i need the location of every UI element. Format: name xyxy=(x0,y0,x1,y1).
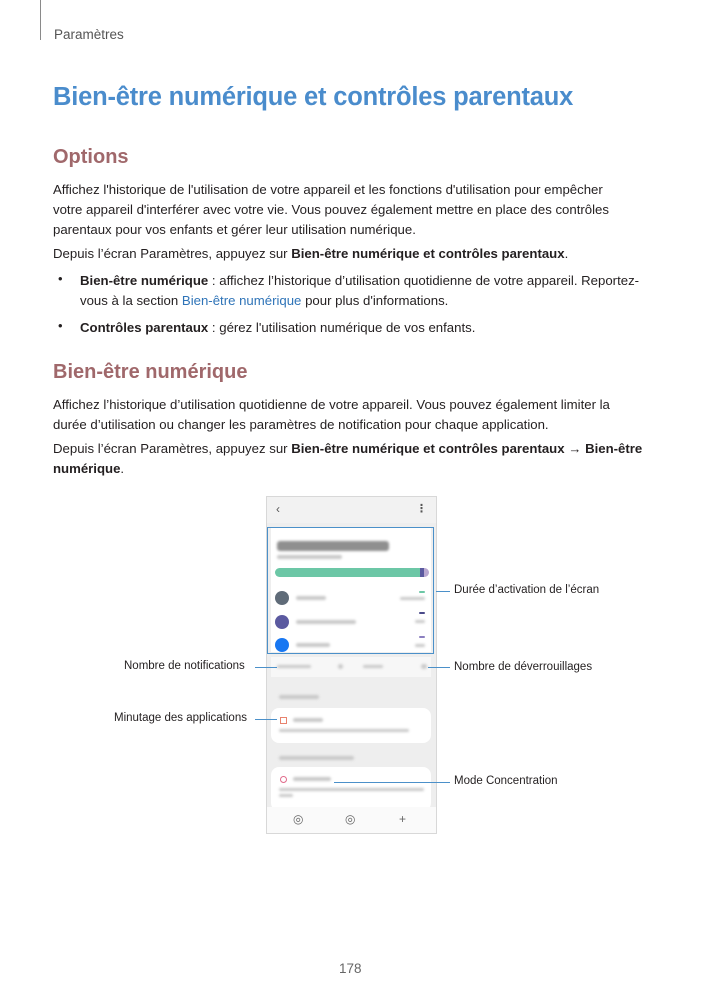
focus-mode-icon xyxy=(280,776,287,783)
bullet-term: Bien-être numérique xyxy=(80,273,209,288)
app-bar xyxy=(267,497,436,523)
text: : affichez l’historique d’utilisation quotidienne de votre appareil. Reportez- xyxy=(208,273,640,288)
app-timers-card xyxy=(271,708,431,743)
focus-mode-label xyxy=(293,777,331,781)
notifications-count xyxy=(338,664,343,669)
stats-row xyxy=(271,657,431,677)
phone-screenshot xyxy=(266,496,437,834)
header-rule xyxy=(40,0,41,40)
options-heading: Options xyxy=(53,146,129,168)
text-line: votre appareil d'interférer avec votre vie. Vous pouvez également mettre en place des contrôles xyxy=(53,202,609,217)
text: Depuis l’écran Paramètres, appuyez sur xyxy=(53,246,292,261)
your-goals-heading xyxy=(279,695,319,699)
menu-path: numérique xyxy=(53,461,121,476)
options-instruction xyxy=(53,244,653,264)
bullet-item xyxy=(80,318,655,338)
text: vous à la section xyxy=(80,293,182,308)
focus-mode-desc xyxy=(279,788,424,791)
bullet-term: Contrôles parentaux xyxy=(80,320,209,335)
text-line: parentaux pour vos enfants et gérer leur utilisation numérique. xyxy=(53,222,416,237)
bullet-icon: • xyxy=(58,271,63,286)
focus-mode-card xyxy=(271,767,431,811)
callout-line xyxy=(334,782,450,783)
screen-time-highlight xyxy=(267,527,434,654)
app-timers-desc xyxy=(279,729,409,732)
text: pour plus d'informations. xyxy=(301,293,449,308)
callout-line xyxy=(436,591,450,592)
bullet-item xyxy=(80,271,655,311)
text-line: durée d’utilisation ou changer les paramètres de notification pour chaque application. xyxy=(53,417,549,432)
unlocks-label xyxy=(363,665,383,668)
back-icon[interactable]: ‹ xyxy=(276,502,280,516)
screen-time-callout: Durée d’activation de l’écran xyxy=(454,584,600,596)
app-timer-icon xyxy=(280,717,287,724)
bien-etre-heading: Bien-être numérique xyxy=(53,361,248,383)
bien-etre-paragraph xyxy=(53,395,653,435)
callout-line xyxy=(255,667,277,668)
phone-bottom-bar xyxy=(267,807,436,833)
plus-icon[interactable]: + xyxy=(399,812,407,826)
menu-path: Bien-être numérique et contrôles parentaux xyxy=(291,441,565,456)
app-timers-label xyxy=(293,718,323,722)
bien-etre-instruction xyxy=(53,439,653,479)
section-link[interactable]: Bien-être numérique xyxy=(181,293,302,308)
page-number: 178 xyxy=(339,961,362,976)
text: . xyxy=(120,461,125,476)
app-timers-callout: Minutage des applications xyxy=(114,712,247,724)
notifications-label xyxy=(277,665,311,668)
bullet-icon: • xyxy=(58,318,63,333)
text-line: Affichez l’historique d’utilisation quotidienne de votre appareil. Vous pouvez également limiter la xyxy=(53,397,610,412)
callout-line xyxy=(428,667,450,668)
focus-mode-desc xyxy=(279,794,293,797)
callout-line xyxy=(255,719,277,720)
text: . xyxy=(564,246,569,261)
focus-mode-icon[interactable]: ◎ xyxy=(293,812,304,826)
unlocks-callout: Nombre de déverrouillages xyxy=(454,661,593,673)
options-paragraph xyxy=(53,180,653,240)
menu-path: Bien-être xyxy=(585,441,643,456)
focus-mode-callout: Mode Concentration xyxy=(454,775,558,787)
app-timer-icon[interactable]: ◎ xyxy=(345,812,356,826)
notifications-callout: Nombre de notifications xyxy=(124,660,245,672)
unlocks-count xyxy=(421,664,427,669)
text: : gérez l'utilisation numérique de vos enfants. xyxy=(208,320,476,335)
text-line: Affichez l'historique de l'utilisation de votre appareil et les fonctions d'utilisation pour empêcher xyxy=(53,182,603,197)
more-options-icon[interactable]: ⋮ xyxy=(416,503,427,515)
text: Depuis l’écran Paramètres, appuyez sur xyxy=(53,441,292,456)
arrow-icon: → xyxy=(564,441,586,456)
disconnect-heading xyxy=(279,756,354,760)
page-title: Bien-être numérique et contrôles parentaux xyxy=(53,83,574,111)
running-head: Paramètres xyxy=(54,27,124,42)
menu-path: Bien-être numérique et contrôles parentaux xyxy=(291,246,565,261)
